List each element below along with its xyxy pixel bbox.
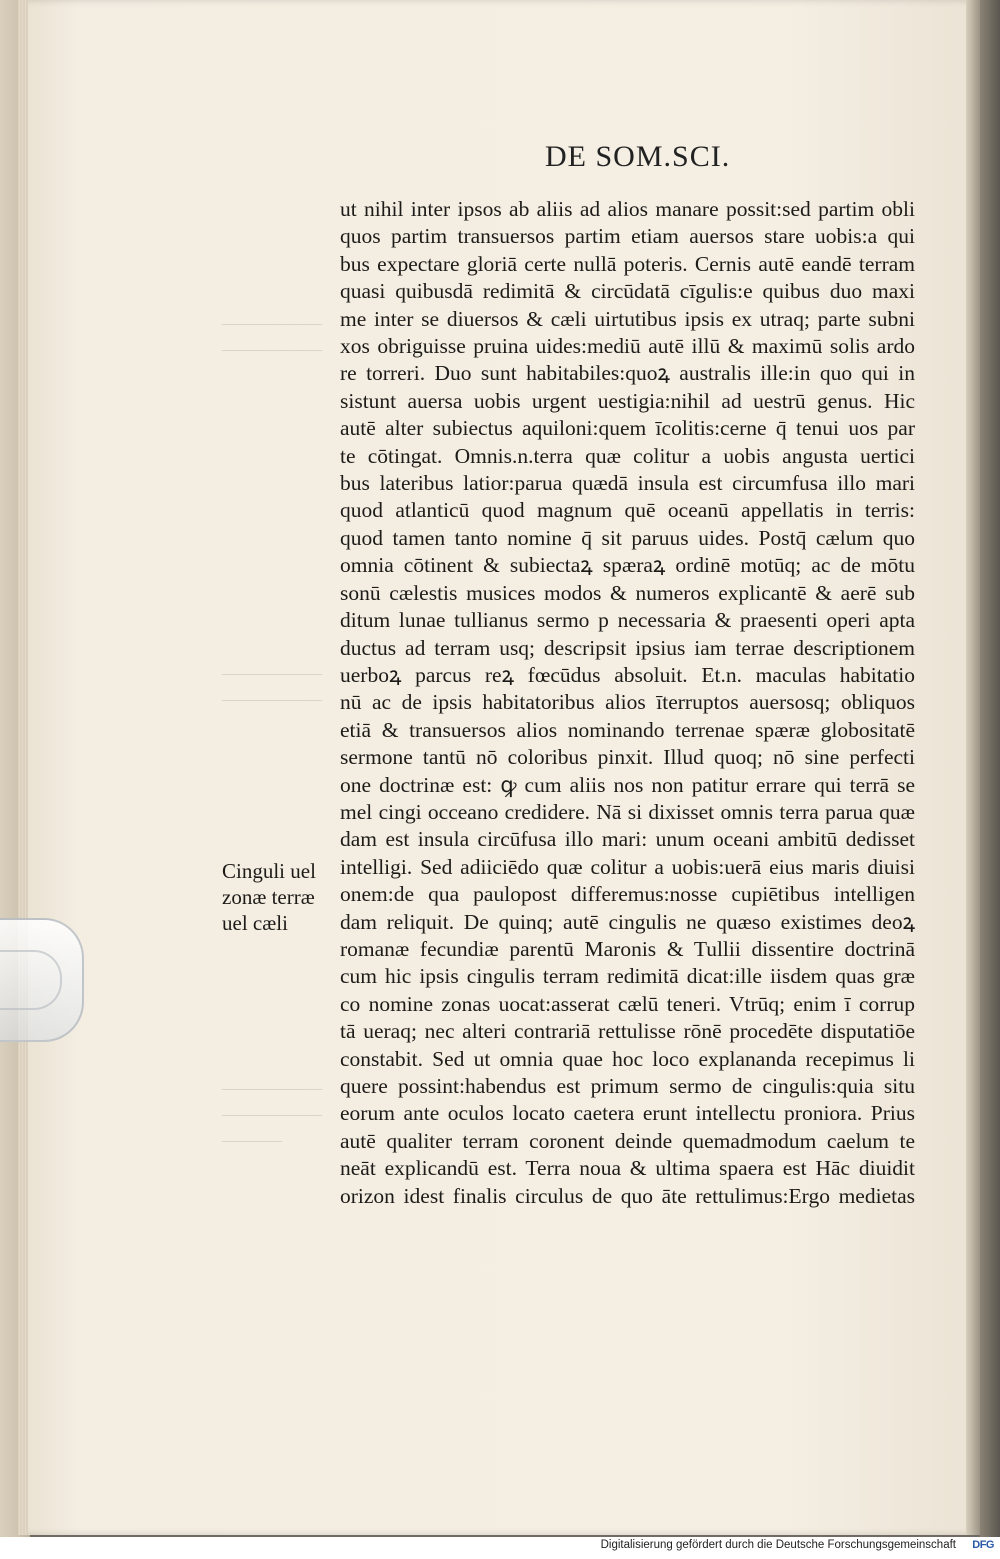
text-line: me inter se diuersos & cæli uirtutibus ipsis ex utraq; parte subni: [340, 306, 915, 331]
text-line: quod tamen tanto nomine q̄ sit paruus uides. Postq̄ cælum quo: [340, 525, 915, 550]
scan-background-right: [980, 0, 1000, 1559]
show-through-text: ————— ————— ———: [222, 1077, 322, 1151]
text-line: autē alter subiectus aquiloni:quem īcolitis:cerne q̄ tenui uos par: [340, 416, 915, 441]
dfg-logo: DFG: [972, 1539, 994, 1551]
text-line: one doctrinæ est: ꝙ cum aliis nos non patitur errare qui terrā se: [340, 772, 915, 797]
text-line: mel cingi occeano credidere. Nā si dixisset omnis terra parua quæ: [340, 799, 915, 824]
text-line: neāt explicandū est. Terra noua & ultima spaera est Hāc diuidit: [340, 1156, 915, 1181]
text-line: sonū cælestis musices modos & numeros explicantē & aerē sub: [340, 580, 915, 605]
page-clip-holder-inner: [0, 950, 62, 1010]
text-line: sistunt auersa uobis urgent uestigia:nihil ad uestrū genus. Hic: [340, 388, 915, 413]
marginal-note-line: Cinguli uel: [222, 859, 316, 883]
text-line: quos partim transuersos partim etiam auersos stare uobis:a qui: [340, 224, 915, 249]
text-line: cum hic ipsis cingulis terram redimitā dicat:ille iisdem quas græ: [340, 964, 915, 989]
text-line: constabit. Sed ut omnia quae hoc loco explananda recepimus li: [340, 1046, 915, 1071]
marginal-note-line: uel cæli: [222, 911, 288, 935]
text-line: xos obriguisse pruina uides:mediū autē illū & maximū solis ardo: [340, 334, 915, 359]
show-through-text: ————— —————: [222, 312, 322, 360]
text-line: romanæ fecundiæ parentū Maronis & Tullii dissentire doctrinā: [340, 936, 915, 961]
running-head: DE SOM.SCI.: [545, 140, 731, 173]
text-line: quere possint:habendus est primum sermo de cingulis:quia situ: [340, 1074, 915, 1098]
text-line: tā ueraq; nec alteri contrariā rettulisse rōnē procedēte disputatiōe: [340, 1019, 915, 1044]
show-through-text: ————— —————: [222, 662, 322, 710]
text-line: bus expectare gloriā certe nullā poteris. Cernis autē eandē terram: [340, 251, 915, 276]
footer-credit: Digitalisierung gefördert durch die Deutsche Forschungsgemeinschaft: [600, 1539, 956, 1551]
text-line: te cōtingat. Omnis.n.terra quæ colitur a uobis angusta uertici: [340, 443, 915, 468]
text-line: dam est insula circūfusa illo mari: unum oceani ambitū dedisset: [340, 827, 915, 852]
text-line: ut nihil inter ipsos ab aliis ad alios manare possit:sed partim obli: [340, 197, 915, 221]
text-line: onem:de qua paulopost differemus:nosse cupiētibus intelligen: [340, 882, 915, 907]
text-line: nū ac de ipsis habitatoribus alios īterruptos auersosq; obliquos: [340, 690, 915, 715]
text-line: autē qualiter terram coronent deinde quemadmodum caelum te: [340, 1128, 915, 1153]
text-line: quasi quibusdā redimitā & circūdatā cīgulis:e quibus duo maxi: [340, 279, 915, 304]
text-line: intelligi. Sed adiiciēdo quæ colitur a uobis:uerā eius maris diuisi: [340, 854, 915, 879]
text-line: sermone tantū nō coloribus pinxit. Illud quoq; nō sine perfecti: [340, 745, 915, 770]
marginal-note-line: zonæ terræ: [222, 885, 315, 909]
text-line: bus lateribus latior:parua quædā insula est circumfusa illo mari: [340, 471, 915, 496]
text-line: ductus ad terram usq; descripsit ipsius iam terrae descriptionem: [340, 635, 915, 660]
text-line: orizon idest finalis circulus de quo āte rettulimus:Ergo medietas: [340, 1183, 915, 1208]
text-line: dam reliquit. De quinq; autē cingulis ne quæso existimes deoꝝ: [340, 909, 915, 934]
text-line: etiā & transuersos alios nominando terrenae spæræ globositatē: [340, 717, 915, 742]
page-edge-stack: [18, 0, 28, 1535]
text-line: re torreri. Duo sunt habitabiles:quoꝝ australis ille:in quo qui in: [340, 361, 915, 386]
text-line: omnia cōtinent & subiectaꝝ spæraꝝ ordinē motūq; ac de mōtu: [340, 553, 915, 578]
text-line: uerboꝝ parcus reꝝ fœcūdus absoluit. Et.n. maculas habitatio: [340, 662, 915, 687]
marginal-note: [222, 858, 316, 936]
text-line: eorum ante oculos locato caetera erunt intellectu proniora. Prius: [340, 1101, 915, 1126]
text-line: ditum lunae tullianus sermo p necessaria & praesenti operi apta: [340, 608, 915, 633]
book-spine-shadow: [966, 0, 980, 1535]
text-line: co nomine zonas uocat:asserat cælū teneri. Vtrūq; enim ī corrup: [340, 991, 915, 1016]
main-text-block: [340, 196, 915, 1210]
text-line: quod atlanticū quod magnum quē oceanū appellatis in terris:: [340, 498, 915, 523]
